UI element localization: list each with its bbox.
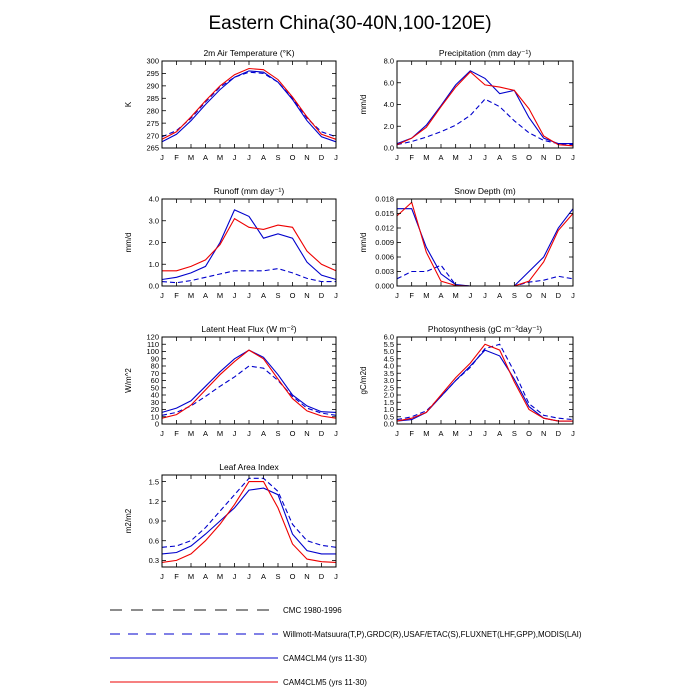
x-tick-label: F [409, 429, 414, 438]
panel-6 [124, 462, 338, 581]
y-tick-label: 275 [146, 118, 159, 128]
panel-title: Snow Depth (m) [454, 186, 516, 196]
y-tick-label: 2.0 [148, 238, 159, 248]
panels [124, 48, 575, 581]
x-tick-label: D [318, 572, 325, 581]
x-tick-label: J [334, 153, 338, 162]
y-tick-label: 0 [154, 419, 159, 429]
series-line-clm5 [162, 69, 336, 140]
x-tick-label: J [334, 429, 338, 438]
y-tick-label: 4.0 [148, 194, 159, 204]
x-tick-label: S [511, 429, 517, 438]
y-tick-label: 280 [146, 106, 159, 116]
y-tick-label: 5.0 [383, 347, 394, 357]
x-tick-label: J [483, 153, 487, 162]
x-tick-label: A [497, 291, 503, 300]
y-tick-label: 6.0 [383, 332, 394, 342]
x-tick-label: N [304, 291, 310, 300]
series-line-obs [162, 366, 336, 415]
x-tick-label: J [160, 572, 164, 581]
x-tick-label: J [160, 429, 164, 438]
x-tick-label: F [174, 572, 179, 581]
x-tick-label: A [438, 291, 444, 300]
y-tick-label: 2.0 [383, 121, 394, 131]
x-tick-label: M [216, 153, 224, 162]
panel-5 [359, 324, 575, 438]
x-tick-label: O [526, 291, 532, 300]
panel-3 [359, 186, 575, 300]
y-tick-label: 0.3 [148, 556, 159, 566]
x-tick-label: J [571, 153, 575, 162]
x-tick-label: J [468, 429, 473, 438]
x-tick-label: J [247, 291, 251, 300]
y-tick-label: 265 [146, 143, 159, 153]
x-tick-label: J [232, 291, 237, 300]
x-tick-label: A [260, 153, 267, 162]
x-tick-label: O [289, 153, 296, 162]
x-tick-label: O [289, 572, 296, 581]
x-tick-label: J [160, 291, 164, 300]
x-tick-label: D [555, 291, 562, 300]
y-tick-label: 0.0 [383, 419, 394, 429]
x-tick-label: A [202, 291, 209, 300]
series-line-clm4 [162, 71, 336, 142]
y-tick-label: 295 [146, 69, 159, 79]
x-tick-label: J [571, 429, 575, 438]
y-tick-label: 0.000 [375, 281, 394, 291]
x-tick-label: M [423, 291, 430, 300]
x-tick-label: F [174, 429, 179, 438]
y-tick-label: 0.6 [148, 536, 159, 546]
figure-title: Eastern China(30-40N,100-120E) [208, 13, 492, 34]
x-tick-label: J [247, 429, 251, 438]
y-tick-label: 10 [150, 412, 159, 422]
x-tick-label: J [395, 429, 399, 438]
y-tick-label: 0.9 [148, 516, 159, 526]
y-tick-label: 2.5 [383, 383, 394, 393]
y-axis-label: mm/d [359, 232, 368, 253]
legend-label-obs: Willmott-Matsuura(T,P),GRDC(R),USAF/ETAC(S),FLUXNET(LHF,GPP),MODIS(LAI) [283, 630, 582, 639]
y-tick-label: 30 [150, 397, 159, 407]
panel-title: 2m Air Temperature (°K) [203, 48, 295, 58]
x-tick-label: F [409, 153, 414, 162]
y-tick-label: 0.0 [148, 281, 159, 291]
y-tick-label: 0.015 [375, 209, 394, 219]
y-tick-label: 70 [150, 368, 159, 378]
y-tick-label: 4.0 [383, 100, 394, 110]
x-tick-label: M [187, 429, 195, 438]
x-tick-label: M [187, 291, 195, 300]
y-tick-label: 0.003 [375, 267, 394, 277]
series-line-obs [397, 344, 573, 419]
x-tick-label: J [232, 429, 237, 438]
x-tick-label: N [304, 429, 310, 438]
plot-frame [162, 475, 336, 567]
y-tick-label: 100 [146, 347, 159, 357]
y-axis-label: mm/d [124, 232, 133, 253]
y-tick-label: 1.0 [383, 405, 394, 415]
x-tick-label: A [260, 572, 267, 581]
y-tick-label: 6.0 [383, 78, 394, 88]
x-tick-label: M [187, 572, 195, 581]
x-tick-label: O [289, 429, 296, 438]
series-line-clm4 [397, 71, 573, 144]
x-tick-label: F [409, 291, 414, 300]
x-tick-label: N [304, 572, 310, 581]
legend-label-clm4: CAM4CLM4 (yrs 11-30) [283, 654, 367, 663]
y-tick-label: 270 [146, 131, 159, 141]
x-tick-label: F [174, 153, 179, 162]
panel-title: Latent Heat Flux (W m⁻²) [201, 324, 297, 334]
x-tick-label: O [289, 291, 296, 300]
series-line-clm5 [162, 219, 336, 271]
x-tick-label: J [334, 291, 338, 300]
legend-label-cmc: CMC 1980-1996 [283, 606, 342, 615]
x-tick-label: A [260, 291, 267, 300]
y-tick-label: 0.0 [383, 143, 394, 153]
x-tick-label: M [452, 291, 459, 300]
x-tick-label: A [202, 153, 209, 162]
x-tick-label: N [540, 429, 547, 438]
x-tick-label: J [395, 291, 399, 300]
series-line-clm5 [397, 344, 573, 421]
x-tick-label: D [318, 153, 325, 162]
y-axis-label: W/m^2 [124, 368, 133, 393]
x-tick-label: M [216, 291, 224, 300]
plot-frame [162, 199, 336, 286]
y-tick-label: 1.5 [148, 477, 159, 487]
panel-4 [124, 324, 338, 438]
y-tick-label: 285 [146, 93, 159, 103]
x-tick-label: F [174, 291, 179, 300]
y-axis-label: mm/d [359, 94, 368, 115]
y-tick-label: 20 [150, 405, 159, 415]
y-tick-label: 1.2 [148, 496, 159, 506]
x-tick-label: A [497, 429, 503, 438]
x-tick-label: J [160, 153, 164, 162]
y-tick-label: 40 [150, 390, 159, 400]
series-line-clm5 [162, 350, 336, 418]
x-tick-label: M [423, 153, 430, 162]
series-line-clm5 [397, 72, 573, 146]
y-tick-label: 300 [146, 56, 159, 66]
y-tick-label: 0.012 [375, 223, 394, 233]
y-tick-label: 290 [146, 81, 159, 91]
x-tick-label: M [187, 153, 195, 162]
y-tick-label: 120 [146, 332, 159, 342]
x-tick-label: J [483, 291, 487, 300]
y-axis-label: gC/m2d [359, 366, 368, 395]
y-tick-label: 8.0 [383, 56, 394, 66]
y-tick-label: 80 [150, 361, 159, 371]
x-tick-label: J [334, 572, 338, 581]
panel-0 [124, 48, 338, 162]
x-tick-label: N [540, 291, 547, 300]
y-tick-label: 0.009 [375, 238, 394, 248]
series-line-clm4 [162, 488, 336, 554]
y-tick-label: 0.018 [375, 194, 394, 204]
y-tick-label: 90 [150, 354, 159, 364]
x-tick-label: O [526, 153, 532, 162]
series-line-clm4 [397, 209, 573, 286]
y-tick-label: 1.5 [383, 397, 394, 407]
legend-label-clm5: CAM4CLM5 (yrs 11-30) [283, 678, 367, 687]
series-line-clm4 [162, 350, 336, 412]
y-tick-label: 0.5 [383, 412, 394, 422]
x-tick-label: D [555, 429, 562, 438]
panel-2 [124, 186, 338, 300]
x-tick-label: A [260, 429, 267, 438]
y-tick-label: 3.0 [383, 376, 394, 386]
y-tick-label: 60 [150, 376, 159, 386]
x-tick-label: D [318, 291, 325, 300]
y-tick-label: 0.006 [375, 252, 394, 262]
panel-title: Leaf Area Index [219, 462, 279, 472]
y-tick-label: 3.5 [383, 368, 394, 378]
x-tick-label: J [247, 153, 251, 162]
y-tick-label: 50 [150, 383, 159, 393]
x-tick-label: S [275, 572, 281, 581]
panel-title: Runoff (mm day⁻¹) [213, 186, 285, 196]
x-tick-label: S [511, 153, 517, 162]
x-tick-label: A [202, 429, 209, 438]
x-tick-label: M [216, 429, 224, 438]
x-tick-label: A [202, 572, 209, 581]
x-tick-label: S [275, 153, 281, 162]
x-tick-label: J [468, 153, 473, 162]
series-line-clm5 [397, 202, 573, 286]
x-tick-label: D [318, 429, 325, 438]
y-tick-label: 5.5 [383, 339, 394, 349]
series-line-clm4 [397, 350, 573, 421]
panel-title: Precipitation (mm day⁻¹) [438, 48, 532, 58]
x-tick-label: M [452, 153, 459, 162]
x-tick-label: A [438, 153, 444, 162]
y-tick-label: 3.0 [148, 216, 159, 226]
series-line-obs [162, 269, 336, 283]
x-tick-label: O [526, 429, 532, 438]
x-tick-label: S [275, 429, 281, 438]
x-tick-label: J [232, 153, 237, 162]
x-tick-label: J [395, 153, 399, 162]
x-tick-label: N [540, 153, 547, 162]
series-line-obs [162, 72, 336, 137]
y-tick-label: 4.5 [383, 354, 394, 364]
x-tick-label: M [423, 429, 430, 438]
y-tick-label: 1.0 [148, 259, 159, 269]
y-axis-label: m2/m2 [124, 508, 133, 534]
series-line-obs [162, 478, 336, 547]
y-tick-label: 110 [147, 339, 159, 349]
x-tick-label: S [275, 291, 281, 300]
series-line-clm5 [162, 482, 336, 563]
x-tick-label: D [555, 153, 562, 162]
panel-1 [359, 48, 575, 162]
x-tick-label: A [497, 153, 503, 162]
plot-frame [162, 61, 336, 148]
x-tick-label: M [216, 572, 224, 581]
x-tick-label: J [468, 291, 473, 300]
panel-title: Photosynthesis (gC m⁻²day⁻¹) [427, 324, 543, 334]
x-tick-label: J [232, 572, 237, 581]
x-tick-label: M [452, 429, 459, 438]
series-line-clm4 [162, 210, 336, 280]
y-axis-label: K [124, 101, 133, 108]
x-tick-label: S [511, 291, 517, 300]
x-tick-label: J [247, 572, 251, 581]
y-tick-label: 4.0 [383, 361, 394, 371]
legend [110, 606, 582, 687]
x-tick-label: N [304, 153, 310, 162]
x-tick-label: J [483, 429, 487, 438]
x-tick-label: J [571, 291, 575, 300]
y-tick-label: 2.0 [383, 390, 394, 400]
x-tick-label: A [438, 429, 444, 438]
plot-frame [397, 61, 573, 148]
